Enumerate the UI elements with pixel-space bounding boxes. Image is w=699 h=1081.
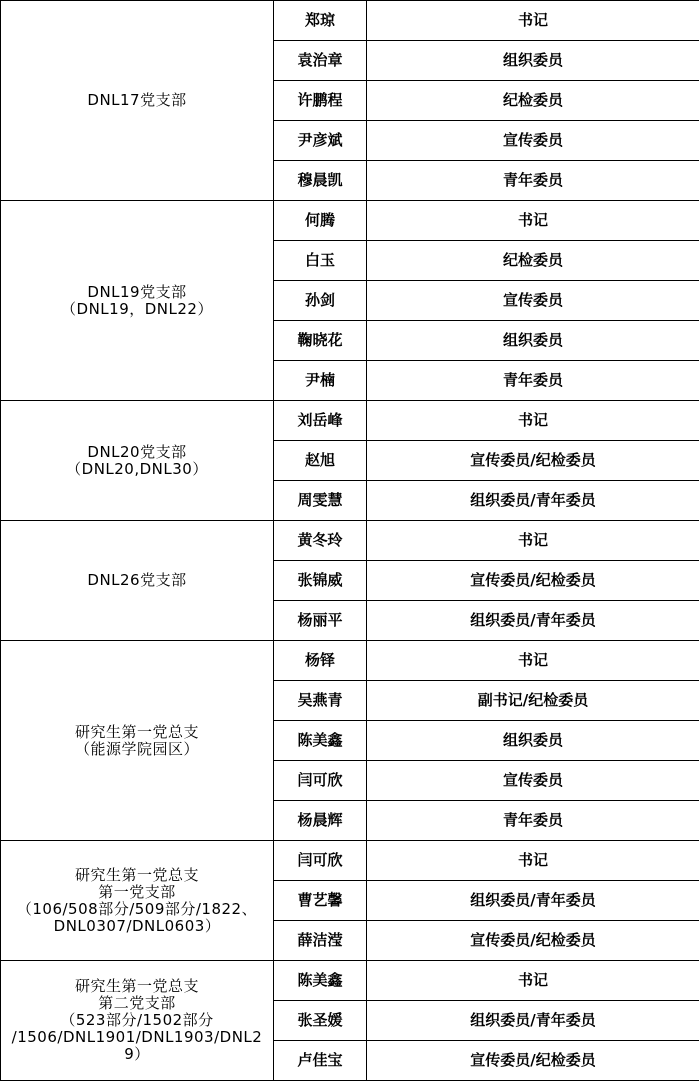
member-role-cell: 书记 (367, 401, 699, 441)
member-role-cell: 组织委员 (367, 41, 699, 81)
member-name-cell: 杨铎 (274, 641, 367, 681)
member-name-cell: 黄冬玲 (274, 521, 367, 561)
member-role-cell: 宣传委员/纪检委员 (367, 561, 699, 601)
member-role-cell: 组织委员 (367, 721, 699, 761)
member-name-cell: 白玉 (274, 241, 367, 281)
table-row (1, 1, 699, 41)
member-name-cell: 郑琼 (274, 1, 367, 41)
branch-name-cell: DNL17党支部 (1, 1, 274, 201)
member-role-cell: 宣传委员/纪检委员 (367, 921, 699, 961)
member-role-cell: 宣传委员/纪检委员 (367, 1041, 699, 1081)
member-role-cell: 书记 (367, 641, 699, 681)
member-name-cell: 尹楠 (274, 361, 367, 401)
table-row (1, 961, 699, 1001)
member-name-cell: 周雯慧 (274, 481, 367, 521)
member-role-cell: 组织委员/青年委员 (367, 601, 699, 641)
member-role-cell: 书记 (367, 1, 699, 41)
member-role-cell: 副书记/纪检委员 (367, 681, 699, 721)
member-name-cell: 刘岳峰 (274, 401, 367, 441)
member-name-cell: 鞠晓花 (274, 321, 367, 361)
member-name-cell: 闫可欣 (274, 761, 367, 801)
branch-name-cell: DNL19党支部 （DNL19，DNL22） (1, 201, 274, 401)
branch-name-cell: DNL20党支部 （DNL20,DNL30） (1, 401, 274, 521)
member-role-cell: 书记 (367, 841, 699, 881)
table-row (1, 521, 699, 561)
member-name-cell: 吴燕青 (274, 681, 367, 721)
member-name-cell: 闫可欣 (274, 841, 367, 881)
table-row (1, 201, 699, 241)
member-name-cell: 张圣媛 (274, 1001, 367, 1041)
member-name-cell: 袁治章 (274, 41, 367, 81)
member-role-cell: 纪检委员 (367, 241, 699, 281)
member-name-cell: 孙剑 (274, 281, 367, 321)
member-role-cell: 组织委员 (367, 321, 699, 361)
member-name-cell: 许鹏程 (274, 81, 367, 121)
member-role-cell: 宣传委员 (367, 761, 699, 801)
member-role-cell: 宣传委员 (367, 121, 699, 161)
table-row (1, 401, 699, 441)
member-name-cell: 杨丽平 (274, 601, 367, 641)
member-name-cell: 薛洁滢 (274, 921, 367, 961)
member-role-cell: 书记 (367, 961, 699, 1001)
member-name-cell: 陈美鑫 (274, 721, 367, 761)
member-role-cell: 宣传委员/纪检委员 (367, 441, 699, 481)
member-name-cell: 杨晨辉 (274, 801, 367, 841)
member-name-cell: 何腾 (274, 201, 367, 241)
member-name-cell: 陈美鑫 (274, 961, 367, 1001)
member-role-cell: 青年委员 (367, 161, 699, 201)
table-row (1, 841, 699, 881)
member-role-cell: 青年委员 (367, 361, 699, 401)
member-role-cell: 书记 (367, 201, 699, 241)
member-name-cell: 尹彦斌 (274, 121, 367, 161)
member-name-cell: 卢佳宝 (274, 1041, 367, 1081)
member-name-cell: 赵旭 (274, 441, 367, 481)
member-role-cell: 书记 (367, 521, 699, 561)
branch-name-cell: 研究生第一党总支 第一党支部 （106/508部分/509部分/1822、 DNL0307/DNL0603） (1, 841, 274, 961)
member-name-cell: 曹艺馨 (274, 881, 367, 921)
member-role-cell: 青年委员 (367, 801, 699, 841)
member-role-cell: 纪检委员 (367, 81, 699, 121)
roster-body (1, 1, 699, 1081)
branch-name-cell: 研究生第一党总支 （能源学院园区） (1, 641, 274, 841)
member-name-cell: 张锦威 (274, 561, 367, 601)
branch-name-cell: 研究生第一党总支 第二党支部 （523部分/1502部分 /1506/DNL1901/DNL1903/DNL2 9） (1, 961, 274, 1081)
member-name-cell: 穆晨凯 (274, 161, 367, 201)
member-role-cell: 宣传委员 (367, 281, 699, 321)
member-role-cell: 组织委员/青年委员 (367, 1001, 699, 1041)
member-role-cell: 组织委员/青年委员 (367, 881, 699, 921)
table-row (1, 641, 699, 681)
member-role-cell: 组织委员/青年委员 (367, 481, 699, 521)
branch-name-cell: DNL26党支部 (1, 521, 274, 641)
